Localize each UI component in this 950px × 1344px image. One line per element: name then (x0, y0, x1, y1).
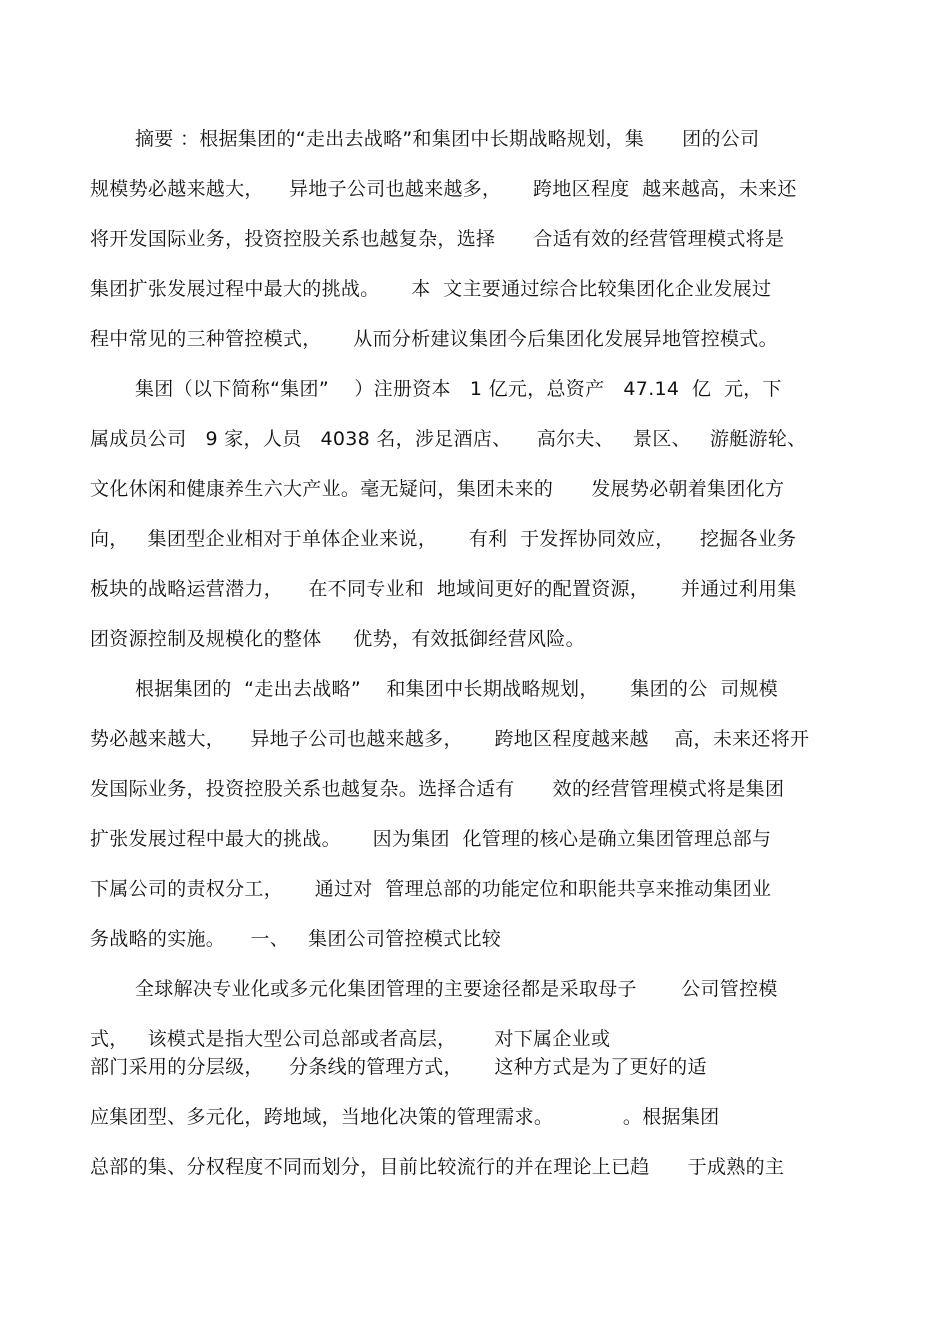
text-line: 将开发国际业务，投资控股关系也越复杂，选择 合适有效的经营管理模式将是 (90, 228, 785, 250)
text-line: 规模势必越来越大， 异地子公司也越来越多， 跨地区程度 越来越高，未来还 (90, 178, 797, 200)
text-line: 向， 集团型企业相对于单体企业来说， 有利 于发挥协同效应， 挖掘各业务 (90, 528, 797, 550)
text-line: 团资源控制及规模化的整体 优势，有效抵御经营风险。 (90, 628, 585, 650)
text-line: 集团扩张发展过程中最大的挑战。 本 文主要通过综合比较集团化企业发展过 (90, 278, 772, 300)
text-line: 摘要 ：根据集团的“走出去战略”和集团中长期战略规划，集 团的公司 (135, 128, 760, 150)
text-line: 务战略的实施。 一、 集团公司管控模式比较 (90, 928, 502, 950)
text-line: 属成员公司 9 家，人员 4038 名，涉足酒店、 高尔夫、 景区、 游艇游轮、 (90, 428, 807, 450)
text-line: 部门采用的分层级， 分条线的管理方式， 这种方式是为了更好的适 (90, 1056, 707, 1078)
text-line: 扩张发展过程中最大的挑战。 因为集团 化管理的核心是确立集团管理总部与 (90, 828, 772, 850)
text-line: 应集团型、多元化，跨地域，当地化决策的管理需求。 。根据集团 (90, 1106, 720, 1128)
text-line: 程中常见的三种管控模式， 从而分析建议集团今后集团化发展异地管控模式。 (90, 328, 778, 350)
text-line: 式， 该模式是指大型公司总部或者高层， 对下属企业或 (90, 1028, 611, 1050)
text-line: 板块的战略运营潜力， 在不同专业和 地域间更好的配置资源， 并通过利用集 (90, 578, 797, 600)
text-line: 总部的集、分权程度不同而划分，目前比较流行的并在理论上已趋 于成熟的主 (90, 1156, 785, 1178)
text-line: 势必越来越大， 异地子公司也越来越多， 跨地区程度越来越 高，未来还将开 (90, 728, 810, 750)
text-line: 发国际业务，投资控股关系也越复杂。选择合适有 效的经营管理模式将是集团 (90, 778, 785, 800)
text-line: 全球解决专业化或多元化集团管理的主要途径都是采取母子 公司管控模 (135, 978, 778, 1000)
text-line: 根据集团的 “走出去战略” 和集团中长期战略规划， 集团的公 司规模 (135, 678, 779, 700)
text-line: 下属公司的责权分工， 通过对 管理总部的功能定位和职能共享来推动集团业 (90, 878, 772, 900)
text-line: 文化休闲和健康养生六大产业。毫无疑问，集团未来的 发展势必朝着集团化方 (90, 478, 785, 500)
text-line: 集团（以下简称“集团” ）注册资本 1 亿元，总资产 47.14 亿 元，下 (135, 378, 782, 400)
